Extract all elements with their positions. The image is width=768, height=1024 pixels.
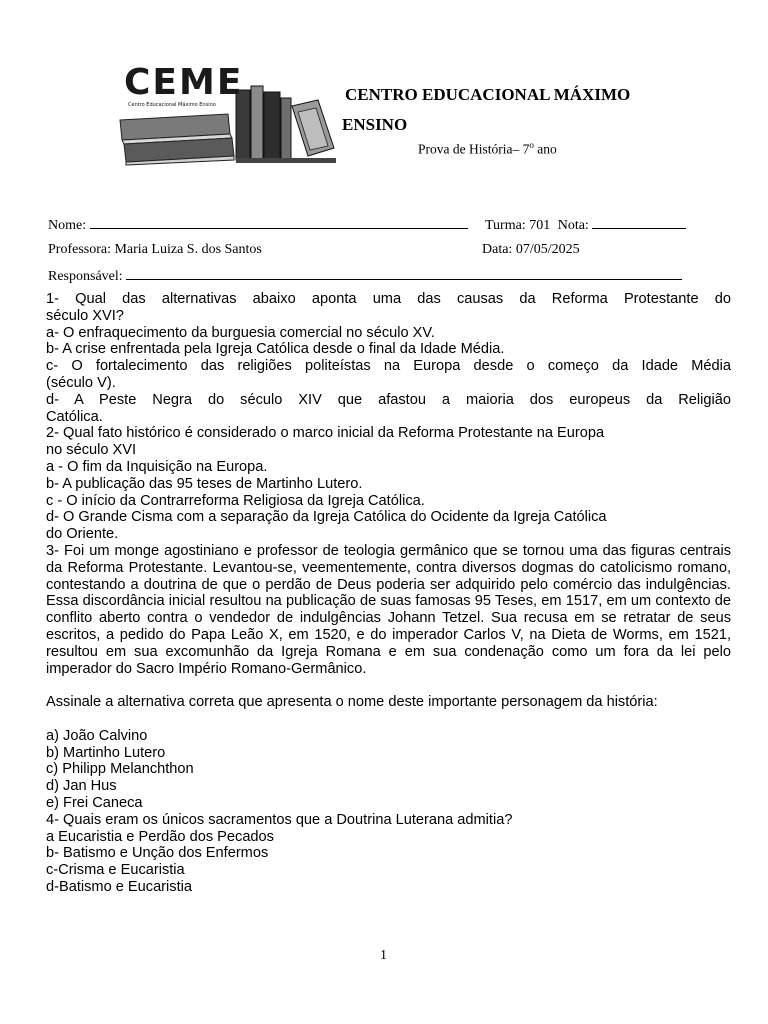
logo-subtext: Centro Educacional Máximo Ensino [128,102,216,108]
question-1-stem: 1- Qual das alternativas abaixo aponta uma das causas da Reforma Protestante do [46,291,731,307]
question-1-option-c: c- O fortalecimento das religiões politeístas na Europa desde o começo da Idade Média [46,358,731,375]
exam-questions [46,291,731,896]
question-4-option-c: c-Crisma e Eucaristia [46,862,185,879]
question-2-stem: 2- Qual fato histórico é considerado o marco inicial da Reforma Protestante na Europa [46,425,605,442]
question-3-option-a: a) João Calvino [46,727,148,744]
question-1-option-a: a- O enfraquecimento da burguesia comercial no século XV. [46,324,435,341]
grade-label: Nota: [557,218,589,233]
question-2-option-c: c - O início da Contrarreforma Religiosa da Igreja Católica. [46,492,425,509]
question-3-option-b: b) Martinho Lutero [46,744,166,761]
question-2-option-b: b- A publicação das 95 teses de Martinho Lutero. [46,475,363,492]
question-3-text: 3- Foi um monge agostiniano e professor de teologia germânico que se tornou uma das figuras centrais da Reforma Protestante. Levantou-se, veementemente, contra diversos dogmas do catolicismo romano, contestando a doutrina de que o perdão de Deus poderia ser adquirido pelo comércio das indulgências. Essa discordância inicial resultou na publicação de suas famosas 95 Teses, em 1517, em um contexto de conflito aberto contra o vendedor de indulgências Johann Tetzel. Sua recusa em se retratar de seus escritos, a pedido do Papa Leão X, em 1520, e do imperador Carlos V, na Dieta de Worms, em 1521, resultou em sua excomunhão da Igreja Romana e em sua condenação como um fora da lei pelo imperador do Sacro Império Romano-Germânico. [46,542,731,677]
question-3-option-d: d) Jan Hus [46,778,117,795]
exam-date: Data: 07/05/2025 [482,242,580,257]
question-1-option-d-cont: Católica. [46,408,103,425]
school-name-line2: ENSINO [342,115,408,134]
grade-blank[interactable] [592,216,686,229]
question-3-option-e: e) Frei Caneca [46,794,143,811]
guardian-blank[interactable] [126,267,682,280]
teacher-name: Professora: Maria Luiza S. dos Santos [48,242,262,257]
question-4-option-a: a Eucaristia e Perdão dos Pecados [46,828,274,845]
school-name-line1: CENTRO EDUCACIONAL MÁXIMO [345,85,631,104]
page-number: 1 [380,948,387,963]
question-3-option-c: c) Philipp Melanchthon [46,761,194,778]
question-1-option-c-cont: (século V). [46,374,116,391]
name-blank[interactable] [90,216,468,229]
question-3 [46,543,731,812]
question-1-stem-cont: século XVI? [46,307,124,324]
question-4-option-d: d-Batismo e Eucaristia [46,878,192,895]
question-2-option-a: a - O fim da Inquisição na Europa. [46,458,268,475]
name-label: Nome: [48,218,87,233]
exam-title: Prova de História– 7$^o$ ano [418,140,557,157]
class-grade-row [485,216,686,234]
question-1-option-d: d- A Peste Negra do século XIV que afastou a maioria dos europeus da Religião [46,391,731,408]
logo-wordmark: CEME [124,62,244,103]
question-2 [46,425,731,543]
question-4-stem: 4- Quais eram os únicos sacramentos que a Doutrina Luterana admitia? [46,811,513,828]
question-3-instruction: Assinale a alternativa correta que apresenta o nome deste importante personagem da história: [46,694,658,711]
guardian-field-row [48,267,682,285]
question-1-option-b: b- A crise enfrentada pela Igreja Católica desde o final da Idade Média. [46,341,505,358]
school-name [342,80,662,140]
question-2-stem-cont: no século XVI [46,442,137,459]
guardian-label: Responsável: [48,269,123,284]
question-4-option-b: b- Batismo e Unção dos Enfermos [46,845,269,862]
question-2-option-d: d- O Grande Cisma com a separação da Igreja Católica do Ocidente da Igreja Católica [46,509,607,526]
name-field-row [48,216,468,234]
school-logo [118,62,340,166]
question-1 [46,291,731,425]
question-2-option-d-cont: do Oriente. [46,526,119,543]
question-4 [46,812,731,896]
class-label: Turma: 701 [485,218,551,233]
